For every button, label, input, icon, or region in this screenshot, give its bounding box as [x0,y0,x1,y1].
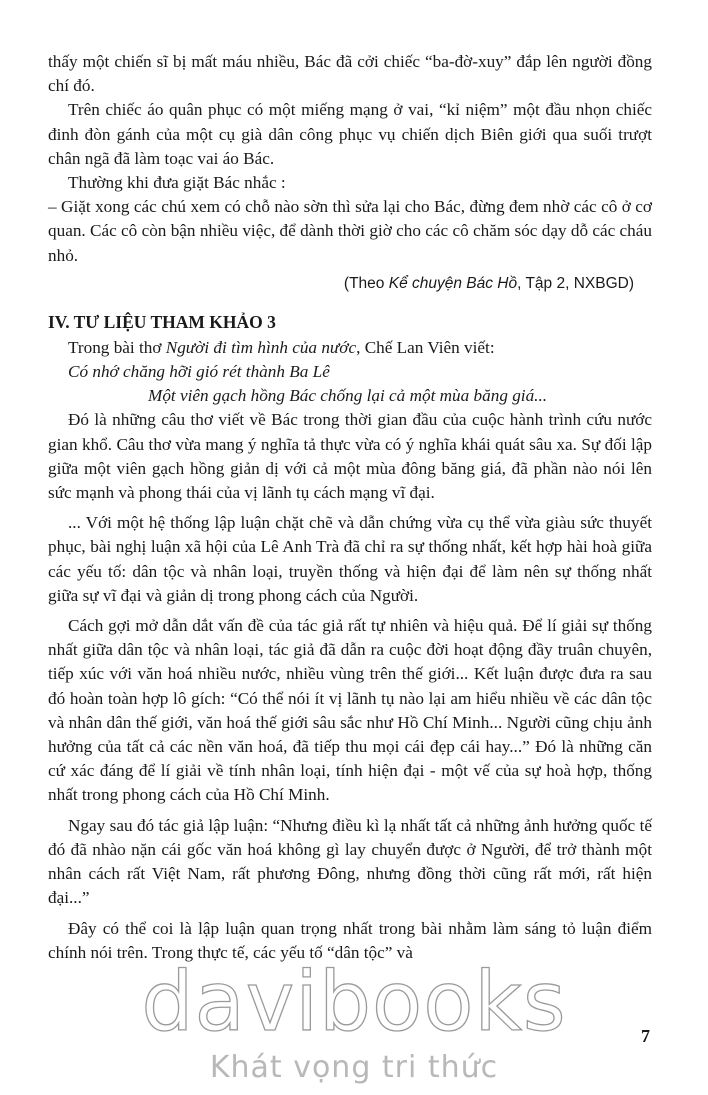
body-paragraph-5: Đây có thể coi là lập luận quan trọng nhất trong bài nhằm làm sáng tỏ luận điểm chính nói trên. Trong thực tế, các yếu tố “dân tộc” và [48,918,652,962]
body-paragraph-3: Cách gợi mở dẫn dắt vấn đề của tác giả rất tự nhiên và hiệu quả. Để lí giải sự thống nhất giữa dân tộc và nhân loại, tác giả đã dẫn ra cuộc đời hoạt động đầy truân chuyên, tiếp xúc với văn hoá nhiều nước, nhiều vùng trên thế giới... Kết luận được đưa ra sau đó hoàn toàn hợp lô gích: “Có thể nói ít vị lãnh tụ nào lại am hiểu nhiều về các dân tộc và nhân dân thế giới, văn hoá thế giới sâu sắc như Hồ Chí Minh... Người cũng chịu ảnh hưởng của tất cả các nền văn hoá, đã tiếp thu mọi cái đẹp cái hay...” Đó là những căn cứ xác đáng để lí giải về tính nhân loại, tính hiện đại - một vế của sự hoà hợp, thống nhất trong phong cách của Hồ Chí Minh. [48,616,652,805]
source-citation [48,272,652,296]
source-prefix: (Theo [343,274,389,292]
verse-line-2: Một viên gạch hồng Bác chống lại cả một mùa băng giá... [148,386,548,406]
paragraph-3: Thường khi đưa giặt Bác nhắc : [68,173,286,193]
intro-prefix: Trong bài thơ [68,337,166,357]
watermark-logo: davibooks [141,955,567,1050]
poem-title: Người đi tìm hình của nước [165,337,357,357]
body-paragraph-4: Ngay sau đó tác giả lập luận: “Nhưng điều kì lạ nhất tất cả những ảnh hưởng quốc tế đó đã nhào nặn cái gốc văn hoá không gì lay chuyển được ở Người, để trở thành một nhân cách rất Việt Nam, rất phương Đông, nhưng đồng thời cũng rất mới, rất hiện đại...” [48,815,652,908]
page-number: 7 [641,1026,650,1046]
source-book-title: Kể chuyện Bác Hồ [388,274,518,292]
section-heading: IV. TƯ LIỆU THAM KHẢO 3 [48,311,276,332]
paragraph-1: thấy một chiến sĩ bị mất máu nhiều, Bác đã cởi chiếc “ba-đờ-xuy” đắp lên người đồng chí đó. [48,52,652,96]
document-page [48,50,652,965]
watermark-slogan: Khát vọng tri thức [209,1050,499,1085]
verse-line-1: Có nhớ chăng hỡi gió rét thành Ba Lê [68,362,330,382]
body-paragraph-2: ... Với một hệ thống lập luận chặt chẽ và dẫn chứng vừa cụ thể vừa giàu sức thuyết phục, bài nghị luận xã hội của Lê Anh Trà đã chỉ ra sự thống nhất, kết hợp hài hoà giữa các yếu tố: dân tộc và nhân loại, truyền thống và hiện đại để làm nên sự thống nhất giữa sự vĩ đại và giản dị trong phong cách của Người. [48,513,652,605]
paragraph-4: – Giặt xong các chú xem có chỗ nào sờn thì sửa lại cho Bác, đừng đem nhờ các cô ở cơ quan. Các cô còn bận nhiều việc, để dành thời giờ cho các cô chăm sóc dạy dỗ các cháu nhỏ. [48,197,652,265]
section-intro [48,336,652,360]
body-paragraph-1: Đó là những câu thơ viết về Bác trong thời gian đầu của cuộc hành trình cứu nước gian khổ. Câu thơ vừa mang ý nghĩa tả thực vừa có ý nghĩa khái quát sâu xa. Sự đối lập giữa một viên gạch hồng giản dị với cả một mùa đông băng giá, đã phần nào nói lên sức mạnh và phong thái của vị lãnh tụ cách mạng vĩ đại. [48,410,652,503]
source-suffix: , Tập 2, NXBGD) [517,274,634,292]
intro-suffix: , Chế Lan Viên viết: [356,337,495,357]
paragraph-2: Trên chiếc áo quân phục có một miếng mạng ở vai, “kỉ niệm” một đầu nhọn chiếc đinh đòn gánh của một cụ già dân công phục vụ chiến dịch Biên giới qua suối trượt chân ngã đã làm toạc vai áo Bác. [48,100,652,168]
